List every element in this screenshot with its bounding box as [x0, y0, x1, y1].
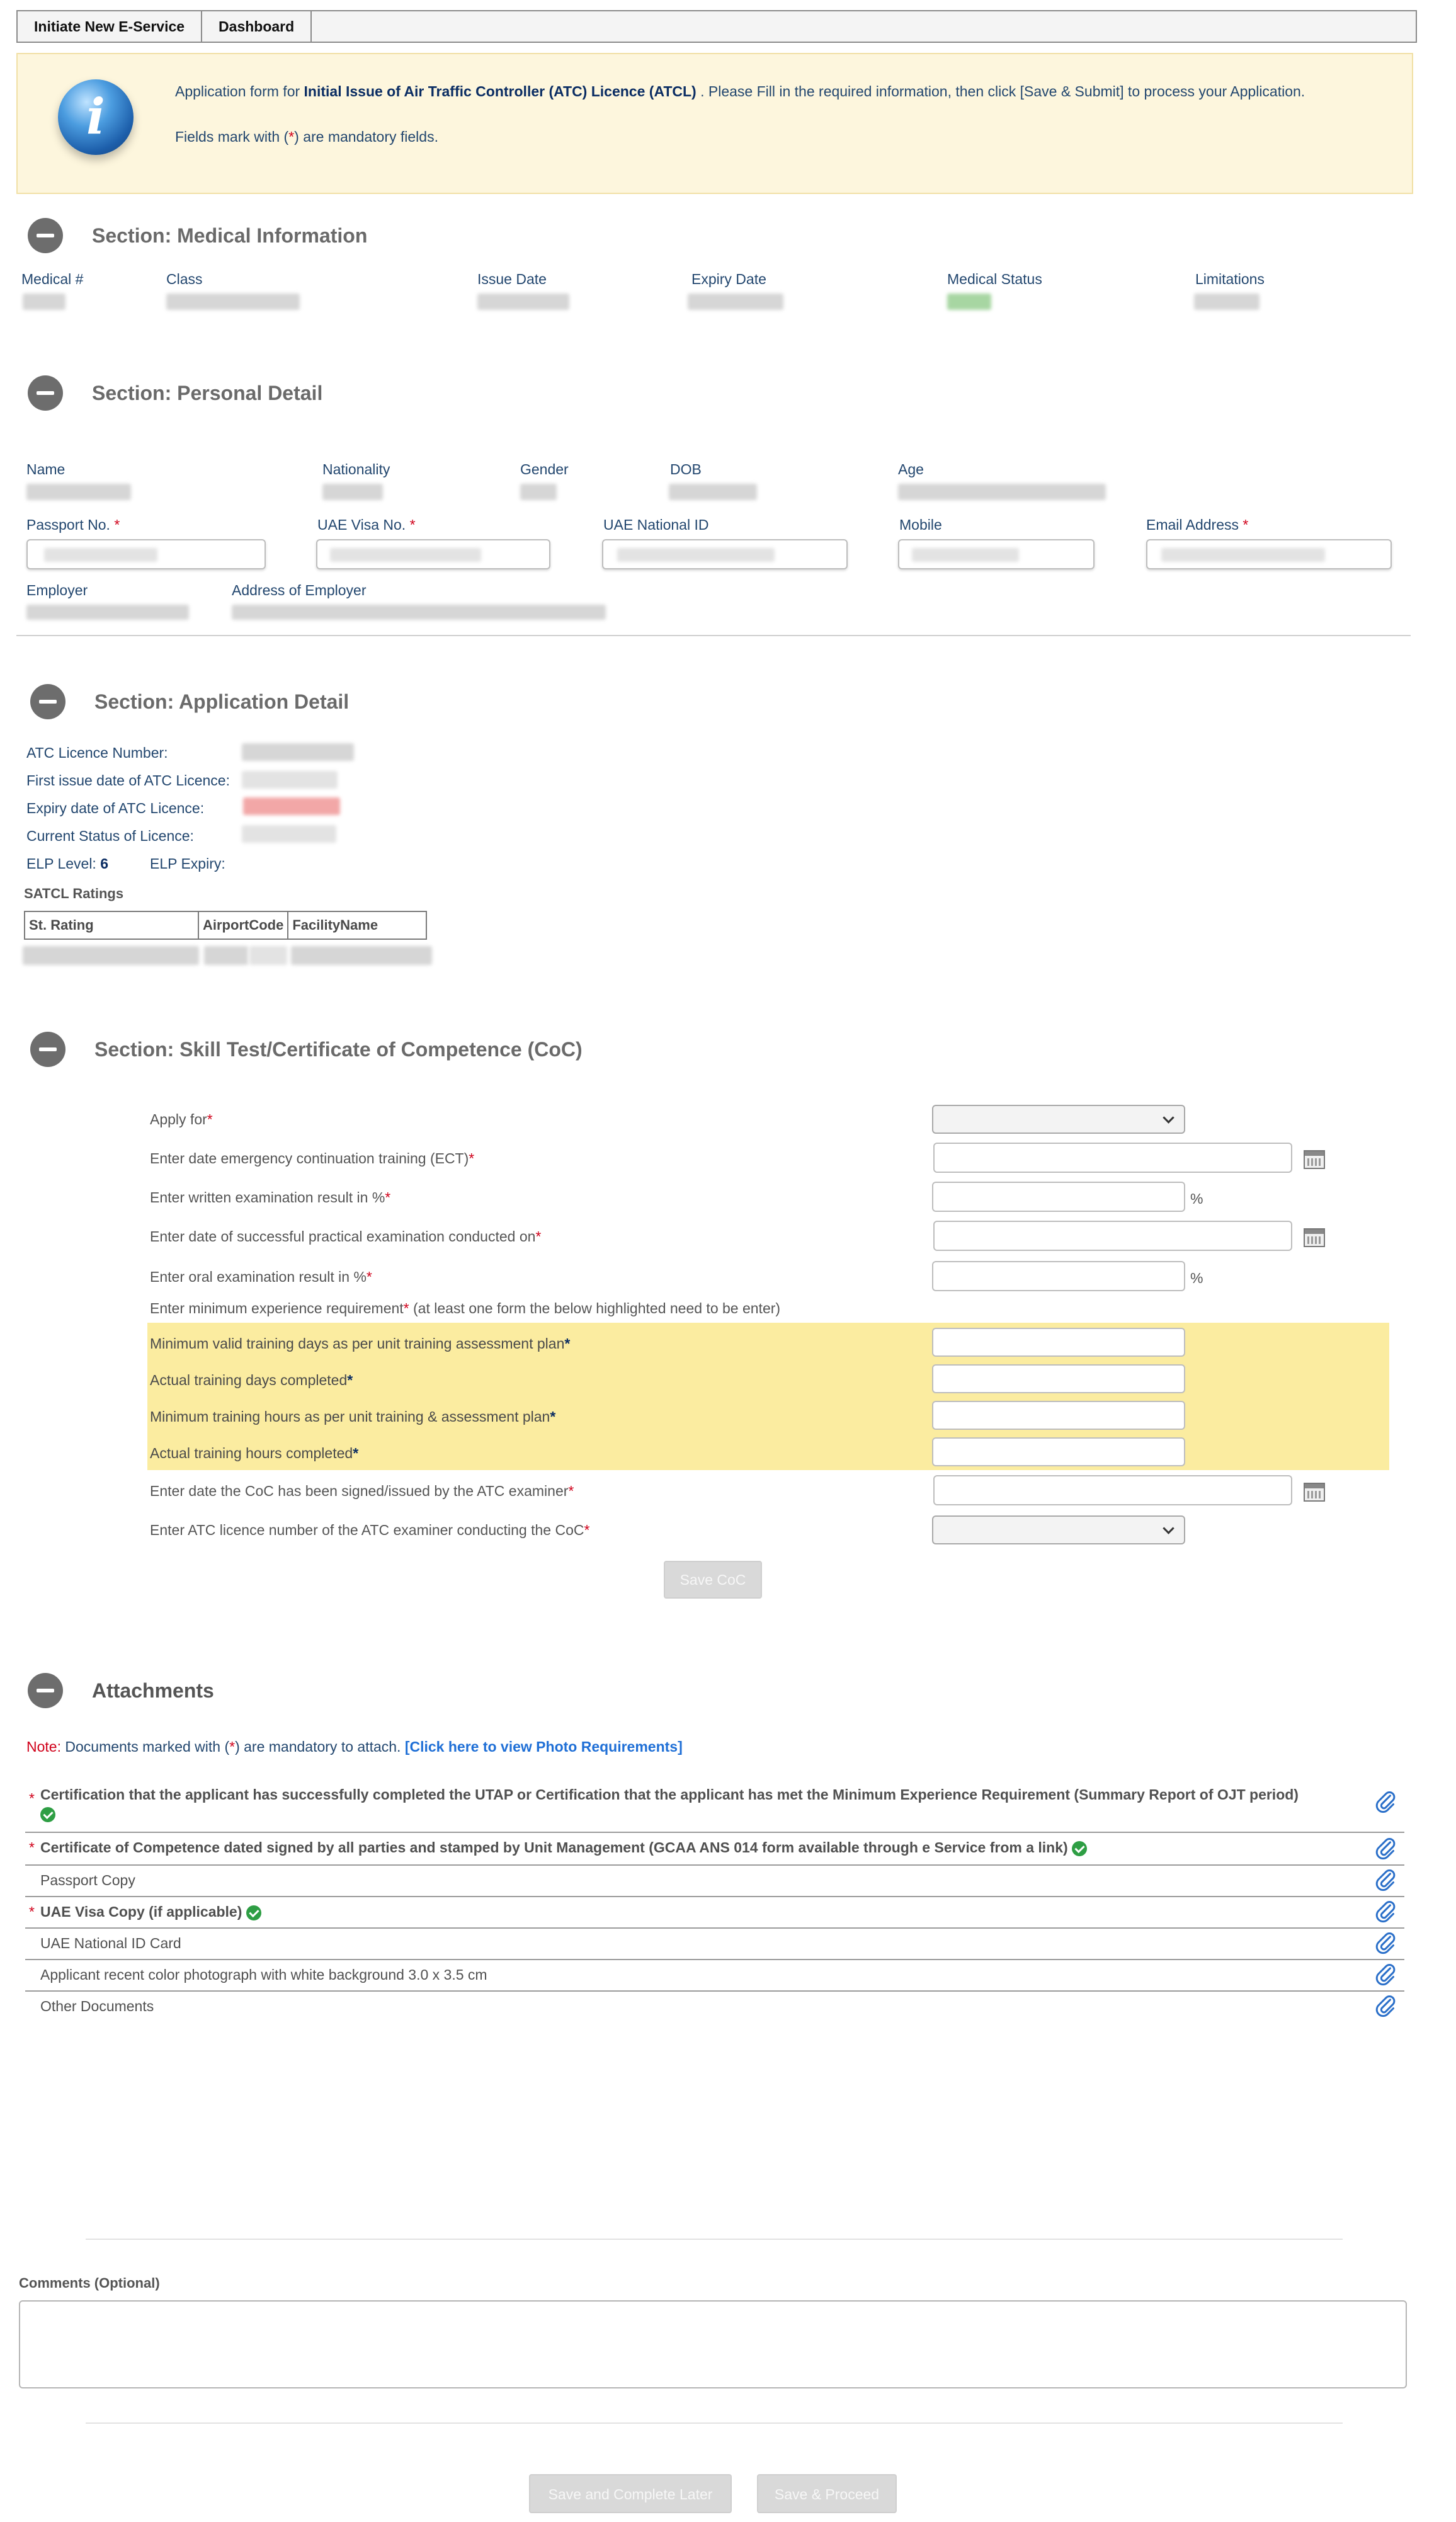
- ect-date-label: Enter date emergency continuation training (ECT)*: [150, 1150, 475, 1167]
- employer-address-value: [232, 605, 606, 620]
- mobile-label: Mobile: [899, 516, 942, 533]
- medical-number-label: Medical #: [21, 271, 84, 287]
- mobile-field[interactable]: [898, 539, 1095, 569]
- paperclip-icon[interactable]: [1373, 1898, 1398, 1924]
- examiner-licence-label: Enter ATC licence number of the ATC examiner conducting the CoC*: [150, 1522, 590, 1538]
- apply-for-label: Apply for*: [150, 1111, 213, 1127]
- passport-label: Passport No. *: [26, 516, 120, 533]
- attachment-row-3: [25, 1864, 1404, 1897]
- min-training-hours-field[interactable]: [932, 1401, 1185, 1430]
- oral-result-field[interactable]: [932, 1261, 1185, 1291]
- collapse-medical-icon[interactable]: [28, 218, 63, 253]
- section-personal-title: Section: Personal Detail: [92, 382, 323, 404]
- name-value: [26, 484, 131, 500]
- attachment-label-7: Other Documents: [40, 1998, 154, 2014]
- min-training-days-label: Minimum valid training days as per unit training assessment plan*: [150, 1335, 571, 1352]
- attachment-label-3: Passport Copy: [40, 1872, 135, 1888]
- practical-date-field[interactable]: [933, 1221, 1292, 1251]
- written-result-field[interactable]: [932, 1182, 1185, 1212]
- paperclip-icon[interactable]: [1373, 1789, 1398, 1814]
- save-coc-button[interactable]: Save CoC: [664, 1561, 762, 1599]
- check-icon: [246, 1905, 261, 1920]
- passport-field[interactable]: [26, 539, 266, 569]
- min-training-hours-label: Minimum training hours as per unit training & assessment plan*: [150, 1408, 556, 1425]
- age-value: [898, 484, 1106, 500]
- employer-value: [26, 605, 189, 620]
- atc-licence-number-value: [242, 743, 354, 761]
- section-skill-title: Section: Skill Test/Certificate of Competence (CoC): [94, 1038, 583, 1061]
- nationality-label: Nationality: [322, 461, 390, 477]
- medical-limitations-value: [1194, 294, 1260, 310]
- attachment-label-4: UAE Visa Copy (if applicable): [40, 1903, 261, 1920]
- practical-date-label: Enter date of successful practical examination conducted on*: [150, 1228, 542, 1245]
- medical-number-value: [23, 294, 65, 310]
- expiry-date-label: Expiry date of ATC Licence:: [26, 800, 205, 816]
- comments-label: Comments (Optional): [19, 2275, 160, 2291]
- attachment-row-4: * UAE Visa Copy (if applicable): [25, 1896, 1404, 1929]
- top-tab-bar: [16, 10, 1417, 43]
- actual-training-days-field[interactable]: [932, 1364, 1185, 1393]
- attachment-row-6: [25, 1959, 1404, 1992]
- written-percent-unit: %: [1190, 1190, 1203, 1207]
- oral-percent-unit: %: [1190, 1270, 1203, 1286]
- check-icon: [40, 1807, 55, 1822]
- employer-address-label: Address of Employer: [232, 582, 367, 598]
- actual-training-days-label: Actual training days completed*: [150, 1372, 353, 1388]
- name-label: Name: [26, 461, 65, 477]
- divider: [86, 2239, 1343, 2240]
- section-application-title: Section: Application Detail: [94, 690, 350, 713]
- facility-name-value: [291, 946, 432, 965]
- medical-status-label: Medical Status: [947, 271, 1042, 287]
- examiner-licence-select[interactable]: [932, 1515, 1185, 1544]
- section-attachments-title: Attachments: [92, 1679, 214, 1702]
- practical-calendar-icon[interactable]: [1304, 1228, 1325, 1247]
- collapse-personal-icon[interactable]: [28, 375, 63, 411]
- apply-for-select[interactable]: [932, 1105, 1185, 1134]
- gender-value: [520, 484, 557, 500]
- age-label: Age: [898, 461, 924, 477]
- photo-requirements-link[interactable]: [Click here to view Photo Requirements]: [404, 1738, 683, 1755]
- save-complete-later-button[interactable]: Save and Complete Later: [529, 2474, 732, 2513]
- save-proceed-button[interactable]: Save & Proceed: [757, 2474, 897, 2513]
- check-icon: [1072, 1841, 1087, 1856]
- visa-field[interactable]: [316, 539, 550, 569]
- licence-status-value: [242, 825, 336, 843]
- email-field[interactable]: [1146, 539, 1392, 569]
- first-issue-date-value: [242, 771, 338, 789]
- medical-expiry-date-label: Expiry Date: [691, 271, 766, 287]
- visa-label: UAE Visa No. *: [317, 516, 416, 533]
- gender-label: Gender: [520, 461, 569, 477]
- ect-calendar-icon[interactable]: [1304, 1150, 1325, 1169]
- airport-code-value-2: [249, 946, 287, 965]
- email-label: Email Address *: [1146, 516, 1249, 533]
- elp-expiry-label: ELP Expiry:: [150, 855, 225, 872]
- first-issue-date-label: First issue date of ATC Licence:: [26, 772, 230, 789]
- attachment-label-6: Applicant recent color photograph with white background 3.0 x 3.5 cm: [40, 1966, 487, 1983]
- info-line-1: Application form for Initial Issue of Air Traffic Controller (ATC) Licence (ATCL) . Please Fill in the required information, then click [Save & Submit] to process your Application.: [175, 83, 1305, 100]
- elp-level-label: ELP Level: 6: [26, 855, 109, 872]
- attachment-row-7: [25, 1990, 1404, 2022]
- medical-issue-date-value: [477, 294, 569, 310]
- info-icon: i: [58, 79, 134, 155]
- attachment-label-1: Certification that the applicant has successfully completed the UTAP or Certification that the applicant has met the Minimum Experience Requirement (Summary Report of OJT period): [40, 1785, 1363, 1823]
- paperclip-icon[interactable]: [1373, 1961, 1398, 1987]
- atc-licence-number-label: ATC Licence Number:: [26, 745, 168, 761]
- medical-class-label: Class: [166, 271, 203, 287]
- satcl-ratings-title: SATCL Ratings: [24, 886, 124, 901]
- tab-dashboard[interactable]: Dashboard: [202, 11, 312, 42]
- attachment-row-1: * Certification that the applicant has successfully completed the UTAP or Certification that the applicant has met the Minimum Experience Requirement (Summary Report of OJT period): [25, 1785, 1404, 1833]
- dob-label: DOB: [670, 461, 702, 477]
- attachment-label-2: Certificate of Competence dated signed by all parties and stamped by Unit Management (GCAA ANS 014 form available through e Service from a link): [40, 1839, 1087, 1856]
- attachment-row-2: * Certificate of Competence dated signed by all parties and stamped by Unit Management (GCAA ANS 014 form available through e Service from a link): [25, 1832, 1404, 1866]
- nationality-value: [322, 484, 383, 500]
- ratings-header-airport: AirportCode: [198, 911, 288, 939]
- collapse-application-icon[interactable]: [30, 684, 65, 719]
- ect-date-field[interactable]: [933, 1143, 1292, 1173]
- info-box: [16, 53, 1413, 194]
- coc-date-label: Enter date the CoC has been signed/issued by the ATC examiner*: [150, 1483, 574, 1499]
- coc-calendar-icon[interactable]: [1304, 1483, 1325, 1502]
- min-training-days-field[interactable]: [932, 1328, 1185, 1357]
- collapse-attachments-icon[interactable]: [28, 1673, 63, 1708]
- attachments-note: Note: Documents marked with (*) are mandatory to attach. [Click here to view Photo Requirements]: [26, 1738, 683, 1755]
- info-line-2: Fields mark with (*) are mandatory fields.: [175, 128, 438, 145]
- expiry-date-value: [243, 797, 340, 815]
- employer-label: Employer: [26, 582, 88, 598]
- section-medical-title: Section: Medical Information: [92, 224, 368, 247]
- attachment-row-5: [25, 1927, 1404, 1960]
- medical-limitations-label: Limitations: [1195, 271, 1265, 287]
- collapse-skill-icon[interactable]: [30, 1032, 65, 1067]
- national-id-label: UAE National ID: [603, 516, 709, 533]
- dob-value: [669, 484, 757, 500]
- paperclip-icon[interactable]: [1373, 1835, 1398, 1861]
- actual-training-hours-field[interactable]: [932, 1437, 1185, 1466]
- paperclip-icon[interactable]: [1373, 1993, 1398, 2018]
- attachment-label-5: UAE National ID Card: [40, 1935, 181, 1951]
- oral-result-label: Enter oral examination result in %*: [150, 1269, 372, 1285]
- min-experience-label: Enter minimum experience requirement* (at least one form the below highlighted need to be enter): [150, 1300, 781, 1316]
- licence-status-label: Current Status of Licence:: [26, 828, 194, 844]
- medical-status-value: [947, 294, 991, 310]
- divider: [16, 635, 1411, 636]
- comments-textarea[interactable]: [19, 2300, 1407, 2388]
- coc-date-field[interactable]: [933, 1475, 1292, 1505]
- national-id-field[interactable]: [602, 539, 848, 569]
- ratings-header-facility: FacilityName: [288, 911, 426, 939]
- actual-training-hours-label: Actual training hours completed*: [150, 1445, 359, 1461]
- tab-initiate-new-eservice[interactable]: Initiate New E-Service: [18, 11, 202, 42]
- medical-class-value: [166, 294, 300, 310]
- medical-issue-date-label: Issue Date: [477, 271, 547, 287]
- ratings-header-rating: St. Rating: [25, 911, 198, 939]
- ratings-table: [24, 911, 427, 940]
- rating-value: [23, 946, 199, 965]
- paperclip-icon[interactable]: [1373, 1867, 1398, 1892]
- medical-expiry-date-value: [688, 294, 783, 310]
- written-result-label: Enter written examination result in %*: [150, 1189, 391, 1206]
- divider: [86, 2422, 1343, 2424]
- paperclip-icon[interactable]: [1373, 1930, 1398, 1955]
- airport-code-value: [204, 946, 248, 965]
